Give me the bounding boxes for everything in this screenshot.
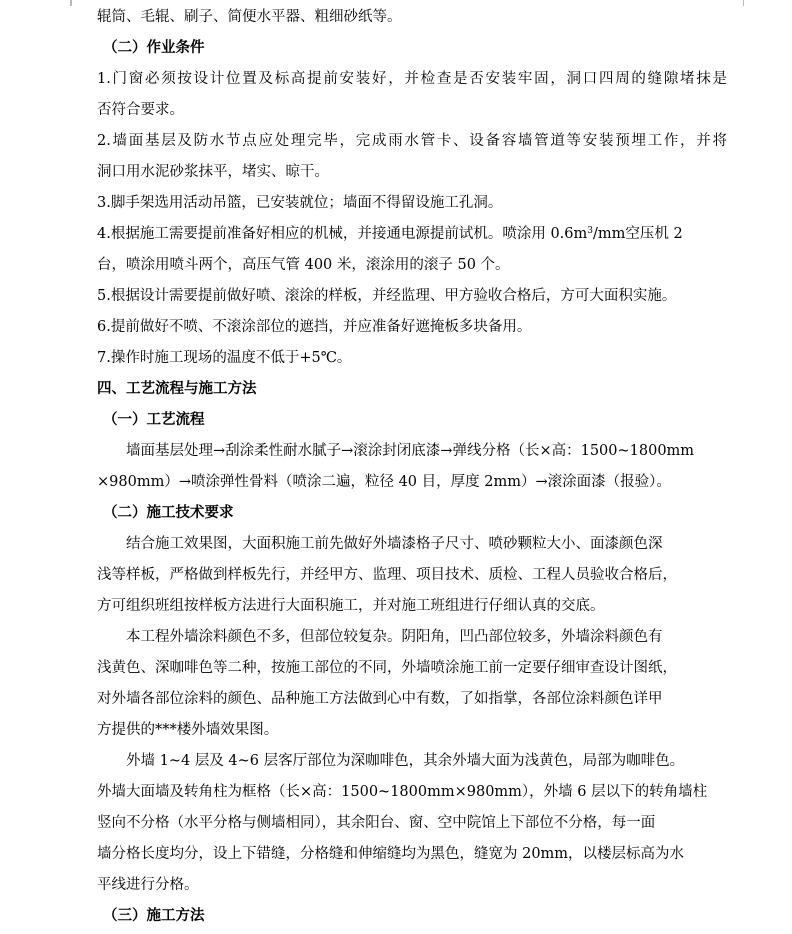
section-heading: （二）作业条件	[103, 40, 205, 56]
page-corner-mark-right	[743, 0, 744, 6]
text-line: ×980mm）→喷涂弹性骨料（喷涂二遍，粒径 40 目，厚度 2mm）→滚涂面漆（报验）。	[97, 474, 671, 490]
text-line: 洞口用水泥砂浆抹平，堵实、晾干。	[97, 164, 329, 180]
chapter-heading: 四、工艺流程与施工方法	[97, 381, 257, 397]
text-line: 结合施工效果图，大面积施工前先做好外墙漆格子尺寸、喷砂颗粒大小、面漆颜色深	[126, 536, 663, 552]
text-line: 平线进行分格。	[97, 877, 199, 893]
text-line: 方可组织班组按样板方法进行大面积施工，并对施工班组进行仔细认真的交底。	[97, 598, 605, 614]
text-line: 浅黄色、深咖啡色等二种，按施工部位的不同，外墙喷涂施工前一定要仔细审查设计图纸，	[97, 660, 677, 676]
text-line	[97, 219, 727, 250]
text-line: 外墙 1~4 层及 4~6 层客厅部位为深咖啡色，其余外墙大面为浅黄色，局部为咖啡色。	[126, 753, 685, 769]
text-line: 墙分格长度均分，设上下错缝，分格缝和伸缩缝均为黑色，缝宽为 20mm，以楼层标高为水	[97, 846, 685, 862]
section-heading: （一）工艺流程	[103, 412, 205, 428]
text-line: 2.墙面基层及防水节点应处理完毕，完成雨水管卡、设备容墙管道等安装预埋工作，并将	[97, 133, 727, 149]
section-heading: （二）施工技术要求	[103, 505, 234, 521]
text-span: /mm空压机 2	[593, 226, 683, 242]
text-span: 4.根据施工需要提前准备好相应的机械，并接通电源提前试机。喷涂用 0.6m	[97, 226, 588, 242]
document-page	[97, 2, 727, 932]
text-line: 台，喷涂用喷斗两个，高压气管 400 米，滚涂用的滚子 50 个。	[97, 257, 510, 273]
text-line: 1.门窗必须按设计位置及标高提前安装好，并检查是否安装牢固，洞口四周的缝隙堵抹是	[97, 71, 727, 87]
text-line: 竖向不分格（水平分格与侧墙相同），其余阳台、窗、空中院馆上下部位不分格，每一面	[97, 815, 656, 831]
text-line: 7.操作时施工现场的温度不低于+5℃。	[97, 350, 352, 366]
page-corner-mark-left	[70, 0, 72, 6]
text-line: 3.脚手架选用活动吊篮，已安装就位；墙面不得留设施工孔洞。	[97, 195, 503, 211]
text-line: 方提供的***楼外墙效果图。	[97, 722, 279, 738]
text-line: 辊筒、毛辊、刷子、简便水平器、粗细砂纸等。	[97, 9, 402, 25]
text-line: 5.根据设计需要提前做好喷、滚涂的样板，并经监理、甲方验收合格后，方可大面积实施。	[97, 288, 677, 304]
text-line: 浅等样板，严格做到样板先行，并经甲方、监理、项目技术、质检、工程人员验收合格后，	[97, 567, 677, 583]
text-line: 墙面基层处理→刮涂柔性耐水腻子→滚涂封闭底漆→弹线分格（长×高：1500~1800mm	[126, 443, 695, 459]
text-line: 外墙大面墙及转角柱为框格（长×高：1500~1800mm×980mm），外墙 6 层以下的转角墙柱	[97, 784, 708, 800]
text-line: 6.提前做好不喷、不滚涂部位的遮挡，并应准备好遮掩板多块备用。	[97, 319, 532, 335]
text-line: 否符合要求。	[97, 102, 184, 118]
superscript: 3	[587, 226, 593, 236]
text-line: 对外墙各部位涂料的颜色、品种施工方法做到心中有数，了如指掌，各部位涂料颜色详甲	[97, 691, 663, 707]
text-line: 本工程外墙涂料颜色不多，但部位较复杂。阴阳角，凹凸部位较多，外墙涂料颜色有	[126, 629, 663, 645]
section-heading: （三）施工方法	[103, 908, 205, 924]
